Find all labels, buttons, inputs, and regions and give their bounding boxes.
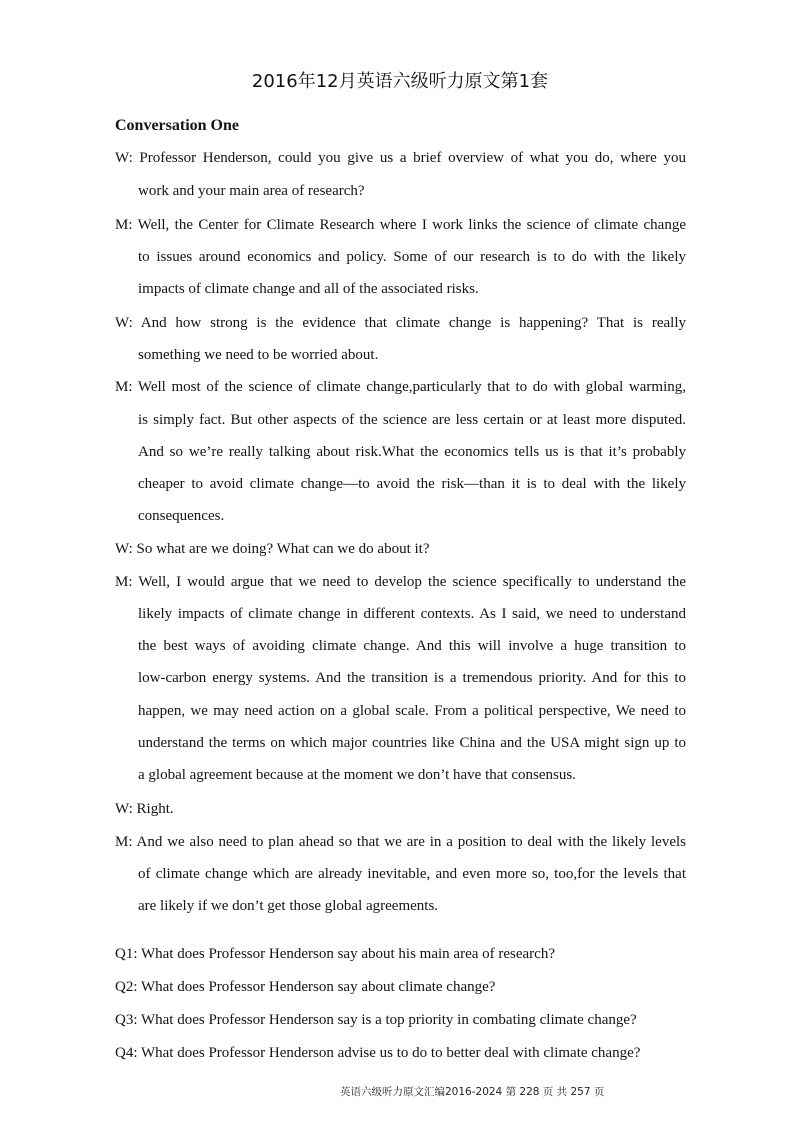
dialogue-line: consequences. <box>138 508 225 524</box>
question-item: Q2: What does Professor Henderson say about climate change? <box>115 979 496 995</box>
question-item: Q1: What does Professor Henderson say about his main area of research? <box>115 946 555 962</box>
dialogue-line: W: Professor Henderson, could you give us a brief overview of what you do, where you <box>115 150 686 166</box>
dialogue-line: M: Well, I would argue that we need to develop the science specifically to understand the <box>115 574 686 590</box>
section-heading: Conversation One <box>115 117 239 134</box>
dialogue-line: something we need to be worried about. <box>138 347 379 363</box>
dialogue-line: W: Right. <box>115 801 174 817</box>
dialogue-line: W: And how strong is the evidence that climate change is happening? That is really <box>115 315 686 331</box>
dialogue-line: to issues around economics and policy. Some of our research is to do with the likely <box>138 249 686 265</box>
dialogue-line: M: Well most of the science of climate change,particularly that to do with global warming, <box>115 379 686 395</box>
dialogue-line: the best ways of avoiding climate change. And this will involve a huge transition to <box>138 638 686 654</box>
page-footer: 英语六级听力原文汇编2016-2024 第 228 页 共 257 页 <box>340 1086 605 1098</box>
dialogue-line: cheaper to avoid climate change—to avoid the risk—than it is to deal with the likely <box>138 476 686 492</box>
dialogue-line: likely impacts of climate change in different contexts. As I said, we need to understand <box>138 606 686 622</box>
dialogue-line: happen, we may need action on a global scale. From a political perspective, We need to <box>138 703 686 719</box>
dialogue-line: M: And we also need to plan ahead so that we are in a position to deal with the likely levels <box>115 834 686 850</box>
dialogue-line: impacts of climate change and all of the associated risks. <box>138 281 479 297</box>
dialogue-line: are likely if we don’t get those global agreements. <box>138 898 439 914</box>
dialogue-line: is simply fact. But other aspects of the science are less certain or at least more disputed. <box>138 412 686 428</box>
dialogue-line: W: So what are we doing? What can we do about it? <box>115 541 430 557</box>
question-item: Q4: What does Professor Henderson advise us to do to better deal with climate change? <box>115 1045 641 1061</box>
dialogue-line: low-carbon energy systems. And the transition is a tremendous priority. And for this to <box>138 670 686 686</box>
dialogue-line: a global agreement because at the moment we don’t have that consensus. <box>138 767 576 783</box>
page-title: 2016年12月英语六级听力原文第1套 <box>251 71 549 92</box>
dialogue-line: M: Well, the Center for Climate Research where I work links the science of climate change <box>115 217 686 233</box>
dialogue-line: work and your main area of research? <box>138 183 365 199</box>
dialogue-line: understand the terms on which major countries like China and the USA might sign up to <box>138 735 686 751</box>
dialogue-line: of climate change which are already inevitable, and even more so, too,for the levels that <box>138 866 686 882</box>
question-item: Q3: What does Professor Henderson say is a top priority in combating climate change? <box>115 1012 637 1028</box>
dialogue-line: And so we’re really talking about risk.What the economics tells us is that it’s probably <box>138 444 686 460</box>
